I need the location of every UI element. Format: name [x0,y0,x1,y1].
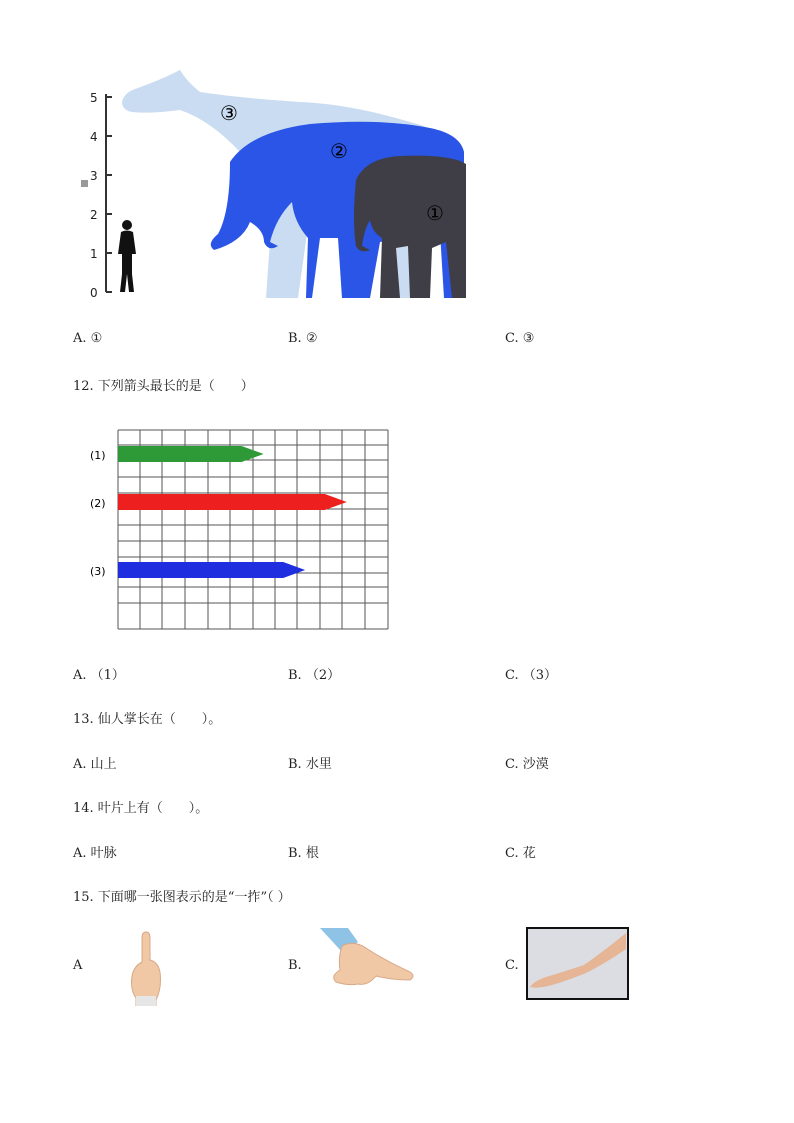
ruler-tick-label: 4 [90,130,98,144]
q12-option-b[interactable]: B. （2） [288,668,341,683]
arrow-2 [118,494,347,510]
q12-question: 12. 下列箭头最长的是（ ） [73,379,254,394]
hand-forearm-image[interactable] [526,927,629,1000]
animal-two-label: ② [330,139,348,163]
q14-question: 14. 叶片上有（ ）。 [73,801,209,816]
q15-option-a[interactable]: A [73,958,83,973]
animal-three-label: ③ [220,101,238,125]
arrow-label-2: (2) [90,497,106,510]
arrow-1 [118,446,264,462]
q12-option-a[interactable]: A. （1） [73,668,125,683]
animal-one-label: ① [426,201,444,225]
ruler-tick-label: 1 [90,247,98,261]
q14-option-c[interactable]: C. 花 [505,846,536,861]
q11-option-a[interactable]: A. ① [73,331,103,346]
hand-flat-image[interactable] [318,926,418,990]
q14-option-b[interactable]: B. 根 [288,846,319,861]
ruler-tick-label: 0 [90,286,98,300]
ruler-tick-label: 2 [90,208,98,222]
arrow-label-1: (1) [90,449,106,462]
size-comparison-figure [80,62,470,302]
q15-question: 15. 下面哪一张图表示的是“一拃”（ ） [73,890,291,905]
arrow-label-3: (3) [90,565,106,578]
q13-option-c[interactable]: C. 沙漠 [505,757,549,772]
ruler-ticks [90,91,112,300]
q12-option-c[interactable]: C. （3） [505,668,558,683]
person-silhouette [118,220,136,292]
q13-option-a[interactable]: A. 山上 [73,757,117,772]
ruler-tick-label: 3 [90,169,98,183]
q13-question: 13. 仙人掌长在（ ）。 [73,712,222,727]
ruler-tick-label: 5 [90,91,98,105]
q15-option-b[interactable]: B. [288,958,302,973]
q14-option-a[interactable]: A. 叶脉 [73,846,117,861]
arrows-group [118,446,347,578]
arrow-3 [118,562,305,578]
arrow-grid-figure [88,425,428,635]
hand-finger-up-image[interactable] [128,930,164,1006]
q13-option-b[interactable]: B. 水里 [288,757,332,772]
q11-option-b[interactable]: B. ② [288,331,318,346]
ruler-marker [81,180,88,187]
q15-option-c[interactable]: C. [505,958,519,973]
q11-option-c[interactable]: C. ③ [505,331,535,346]
